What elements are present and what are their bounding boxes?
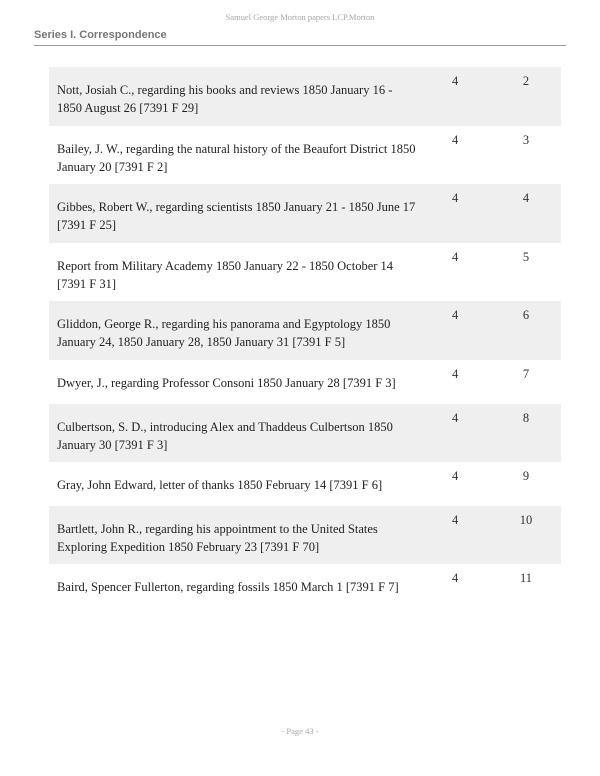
- folder-list: [49, 67, 561, 608]
- folder-number: 7: [522, 366, 530, 381]
- folder-row: [49, 126, 561, 185]
- folder-description: Gray, John Edward, letter of thanks 1850 February 14 [7391 F 6]: [57, 478, 383, 493]
- folder-description: Bailey, J. W., regarding the natural history of the Beaufort District 1850 January 20 [7391 F 2]: [57, 141, 416, 174]
- folder-number: 6: [522, 308, 530, 323]
- box-number: 4: [452, 249, 459, 264]
- box-number: 4: [452, 74, 459, 88]
- folder-description: Gibbes, Robert W., regarding scientists 1850 January 21 - 1850 June 17 [7391 F 25]: [57, 200, 416, 233]
- folder-description: Culbertson, S. D., introducing Alex and Thaddeus Culbertson 1850 January 30 [7391 F 3]: [57, 419, 393, 452]
- folder-number: 2: [522, 74, 530, 88]
- folder-number: 10: [519, 512, 533, 527]
- folder-row: [49, 404, 561, 463]
- folder-description: Bartlett, John R., regarding his appointment to the United States Exploring Expedition 1850 February 23 [7391 F 70]: [57, 521, 378, 554]
- folder-row: [49, 243, 561, 302]
- folder-number: 8: [522, 410, 530, 425]
- folder-row: [49, 506, 561, 565]
- folder-row: [49, 184, 561, 243]
- box-number: 4: [452, 132, 459, 147]
- box-number: 4: [452, 191, 459, 206]
- folder-number: 5: [522, 249, 530, 264]
- folder-row: [49, 360, 561, 404]
- folder-number: 4: [522, 191, 530, 206]
- folder-number: 9: [522, 469, 530, 484]
- folder-row: [49, 67, 561, 126]
- folder-number: 3: [522, 132, 530, 147]
- header-divider: [34, 45, 566, 46]
- box-number: 4: [452, 571, 459, 586]
- box-number: 4: [452, 512, 459, 527]
- folder-description: Gliddon, George R., regarding his panorama and Egyptology 1850 January 24, 1850 January 28, 1850 January 31 [7391 F 5]: [57, 317, 391, 350]
- folder-description: Dwyer, J., regarding Professor Consoni 1850 January 28 [7391 F 3]: [57, 375, 396, 390]
- folder-description: Nott, Josiah C., regarding his books and reviews 1850 January 16 - 1850 August 26 [7391 F 29]: [57, 83, 393, 115]
- folder-row: [49, 564, 561, 608]
- page-number: - Page 43 -: [281, 726, 319, 736]
- running-header: Samuel George Morton papers LCP.Morton: [225, 12, 375, 22]
- box-number: 4: [452, 410, 459, 425]
- box-number: 4: [452, 366, 459, 381]
- folder-row: [49, 301, 561, 360]
- folder-number: 11: [519, 571, 533, 586]
- series-title: Series I. Correspondence: [34, 29, 167, 41]
- folder-row: [49, 462, 561, 506]
- folder-description: Baird, Spencer Fullerton, regarding fossils 1850 March 1 [7391 F 7]: [57, 580, 399, 595]
- box-number: 4: [452, 469, 459, 484]
- folder-description: Report from Military Academy 1850 January 22 - 1850 October 14 [7391 F 31]: [57, 258, 394, 291]
- box-number: 4: [452, 308, 459, 323]
